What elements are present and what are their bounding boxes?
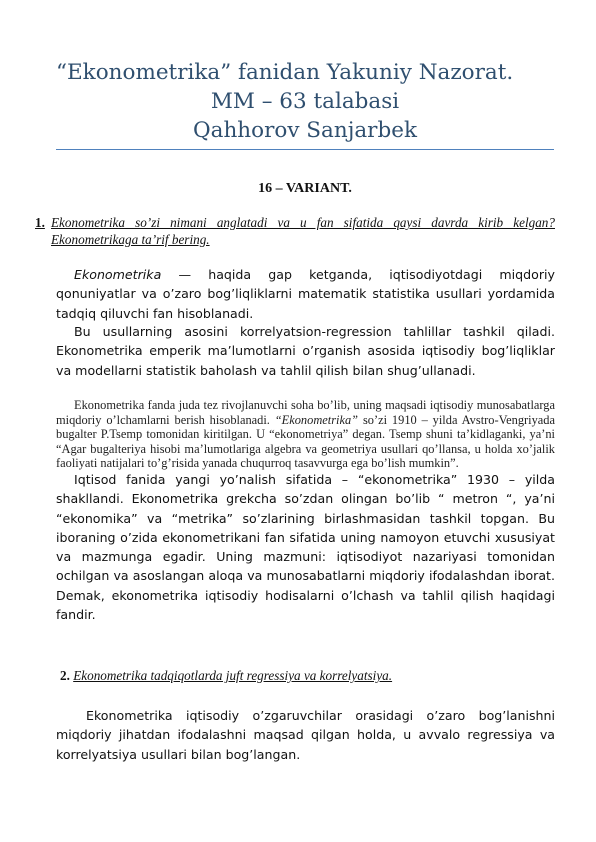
paragraph-3-italic-term: “Ekonometrika”: [274, 412, 359, 427]
title-line-3: Qahhorov Sanjarbek: [193, 118, 417, 143]
paragraph-1-term: Ekonometrika: [74, 267, 162, 282]
paragraph-1: [56, 265, 555, 323]
title-line-2: MM – 63 talabasi: [210, 89, 400, 114]
title-block: [56, 58, 554, 145]
paragraph-3-text-a: Ekonometrika fanda juda tez rivojlanuvchi soha bo’lib, uning maqsadi iqtisodiy munosabatlarga miqdoriy o’lchamlarni berish hisoblanadi.: [56, 398, 555, 427]
paragraph-3: [56, 398, 555, 471]
paragraph-5: Ekonometrika iqtisodiy o’zgaruvchilar orasidagi o’zaro bog’lanishni miqdoriy jihatdan ifodalashni maqsad qilgan holda, u avvalo regressiya va korrelyatsiya usullari bilan bog’langan.: [56, 708, 555, 762]
title-divider: [56, 149, 554, 150]
question-1: [35, 215, 555, 248]
question-2: [60, 668, 555, 685]
variant-heading: 16 – VARIANT.: [258, 181, 352, 196]
paragraph-1-text: — haqida gap ketganda, iqtisodiyotdagi miqdoriy qonuniyatlar va o’zaro bog’liqliklarni matematik statistika usullari yordamida tadqiq qiluvchi fan hisoblanadi.: [56, 267, 555, 321]
paragraph-2: Bu usullarning asosini korrelyatsion-regression tahlillar tashkil qiladi. Ekonometrika emperik ma’lumotlarni o’rganish asosida iqtisodiy bog’liqliklar va modellarni statistik baholash va tahlil qilish bilan shug’ullanadi.: [56, 324, 555, 378]
question-2-number: 2.: [60, 668, 70, 683]
question-1-text: Ekonometrika so’zi nimani anglatadi va u fan sifatida qaysi davrda kirib kelgan? Ekonometrikaga ta’rif bering.: [51, 215, 555, 247]
question-2-text: Ekonometrika tadqiqotlarda juft regressiya va korrelyatsiya.: [73, 668, 393, 683]
paragraph-3-text-b: so’zi 1910 – yilda Avstro-Vengriyada bugalter P.Tsemp tomonidan kiritilgan. U “ekonometriya” degan. Tsemp shuni ta’kidlaganki, ya’ni “Agar bugalteriya hisobi ma’lumotlariga algebra va geometriya usullari qo’llansa, u holda xo’jalik faoliyati natijalari to’g’risida yanada chuqurroq tasavvurga ega bo’lish mumkin”.: [56, 412, 556, 471]
title-line-1: “Ekonometrika” fanidan Yakuniy Nazorat.: [56, 60, 514, 85]
paragraph-4: Iqtisod fanida yangi yo’nalish sifatida – “ekonometrika” 1930 – yilda shakllandi. Ekonometrika grekcha so’zdan olingan bo’lib “ metron “, ya’ni “ekonomika” va “metrika” so’zlarining birlashmasidan tashkil topgan. Bu iboraning o’zida ekonometrikani fan sifatida uning namoyon etuvchi xususiyat va mazmunga egadir. Uning mazmuni: iqtisodiyot nazariyasi tomonidan ochilgan va asoslangan aloqa va munosabatlarni miqdoriy ifodalashdan iborat. Demak, ekonometrika iqtisodiy hodisalarni o’lchash va tahlil qilish haqidagi fandir.: [56, 472, 555, 623]
question-1-number: 1.: [35, 215, 45, 230]
